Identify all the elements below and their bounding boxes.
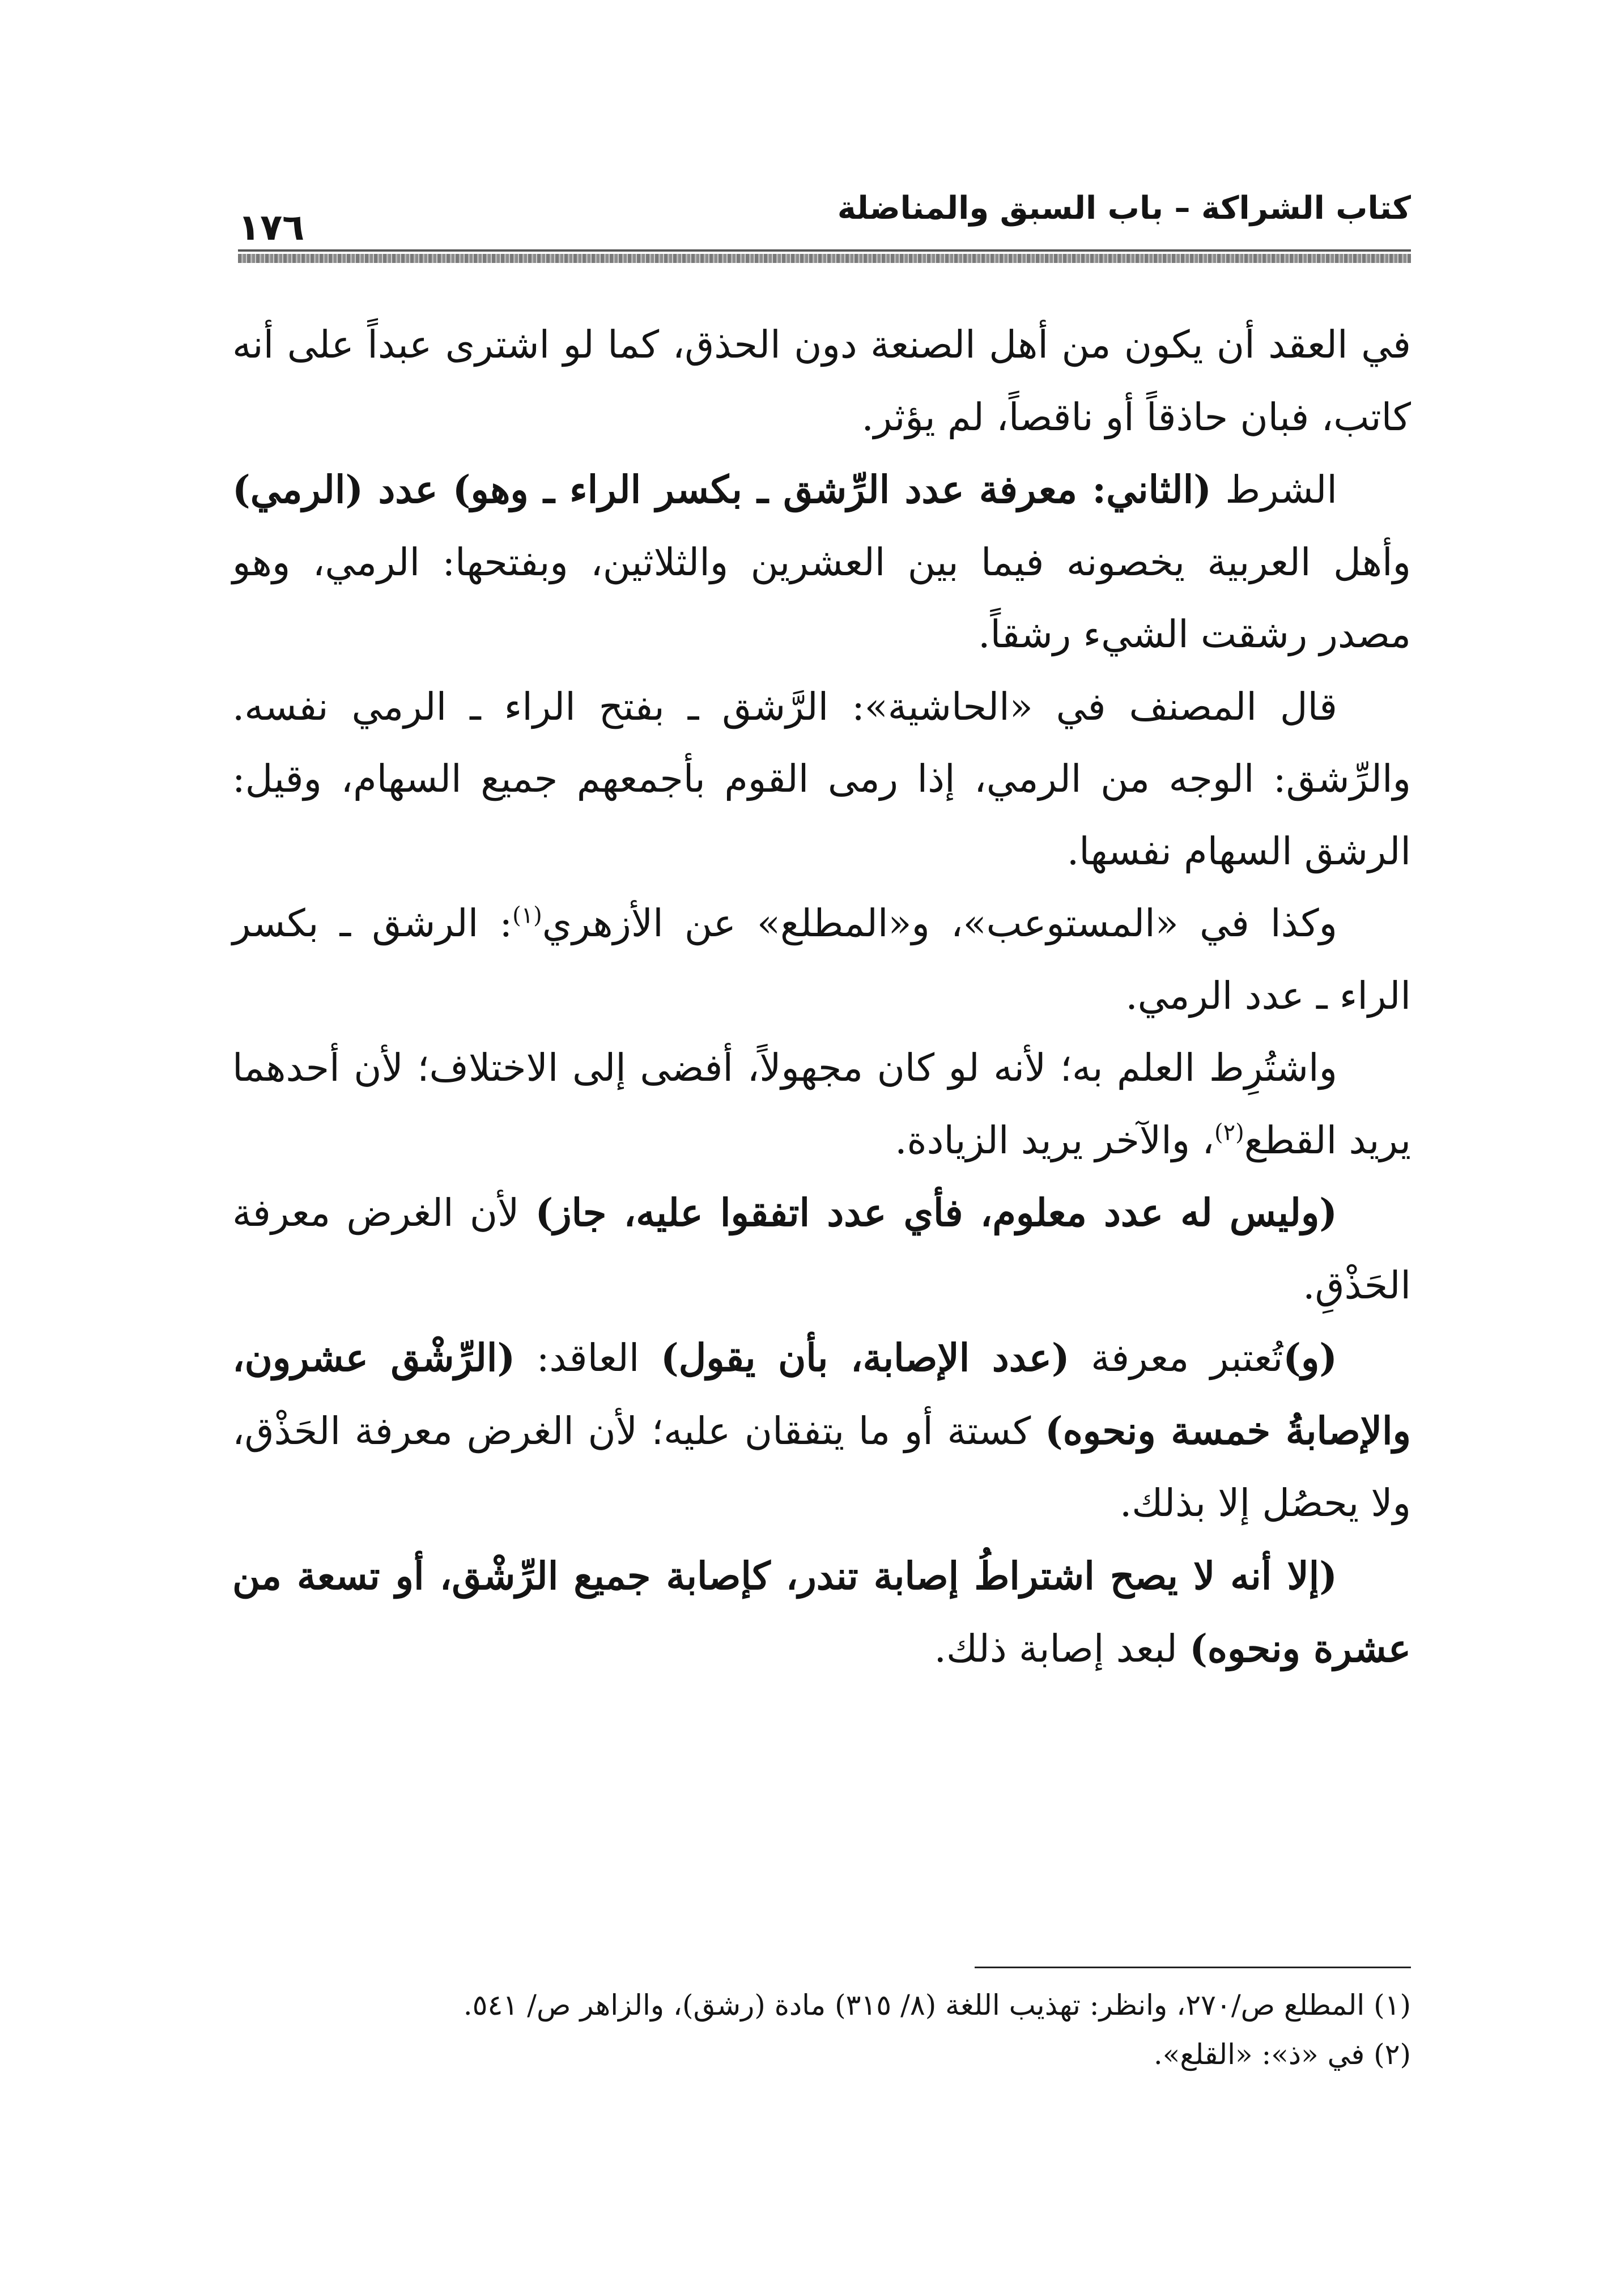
page-number: ١٧٦: [238, 207, 305, 249]
header-rule-texture: [238, 254, 1411, 263]
footnote-ref-1: (١): [512, 902, 542, 929]
main-text: [232, 309, 1411, 1685]
footnote-2: (٢) في «ذ»: «القلع».: [1153, 2038, 1411, 2071]
paragraph-2: الشرط (الثاني: معرفة عدد الرِّشق ـ بكسر الراء ـ وهو) عدد (الرمي) وأهل العربية يخصونه فيما بين العشرين والثلاثين، وبفتحها: الرمي، وهو مصدر رشقت الشيء رشقاً.: [232, 467, 1411, 656]
paragraph-3: قال المصنف في «الحاشية»: الرَّشق ـ بفتح الراء ـ الرمي نفسه. والرِّشق: الوجه من الرمي، إذا رمى القوم بأجمعهم جميع السهام، وقيل: الرشق السهام نفسها.: [232, 684, 1411, 873]
footnote-separator: [975, 1967, 1411, 1968]
paragraph-6: (وليس له عدد معلوم، فأي عدد اتفقوا عليه، جاز) لأن الغرض معرفة الحَذْقِ.: [232, 1190, 1411, 1307]
paragraph-8: (إلا أنه لا يصح اشتراطُ إصابة تندر، كإصابة جميع الرِّشْق، أو تسعة من عشرة ونحوه) لبعد إصابة ذلك.: [232, 1553, 1411, 1671]
paragraph-1: في العقد أن يكون من أهل الصنعة دون الحذق، كما لو اشترى عبداً على أنه كاتب، فبان حاذقاً أو ناقصاً، لم يؤثر.: [232, 322, 1411, 439]
paragraph-7: (و)تُعتبر معرفة (عدد الإصابة، بأن يقول) العاقد: (الرِّشْق عشرون، والإصابةُ خمسة ونحوه) كستة أو ما يتفقان عليه؛ لأن الغرض معرفة الحَذْق، ولا يحصُل إلا بذلك.: [232, 1335, 1411, 1525]
footnotes: [232, 1981, 1411, 2079]
running-title: كتاب الشراكة – باب السبق والمناضلة: [837, 190, 1411, 227]
paragraph-4: وكذا في «المستوعب»، و«المطلع» عن الأزهري$^{(١)}$: الرشق ـ بكسر الراء ـ عدد الرمي.: [232, 901, 1411, 1018]
footnote-ref-2: (٢): [1214, 1119, 1244, 1146]
header-rule: [238, 249, 1411, 252]
page-header: [238, 170, 1411, 255]
footnote-1: (١) المطلع ص/٢٧٠، وانظر: تهذيب اللغة (٨/ ٣١٥) مادة (رشق)، والزاهر ص/ ٥٤١.: [463, 1989, 1411, 2022]
paragraph-5: واشتُرِط العلم به؛ لأنه لو كان مجهولاً، أفضى إلى الاختلاف؛ لأن أحدهما يريد القطع$^{(٢)}$، والآخر يريد الزيادة.: [232, 1046, 1411, 1162]
